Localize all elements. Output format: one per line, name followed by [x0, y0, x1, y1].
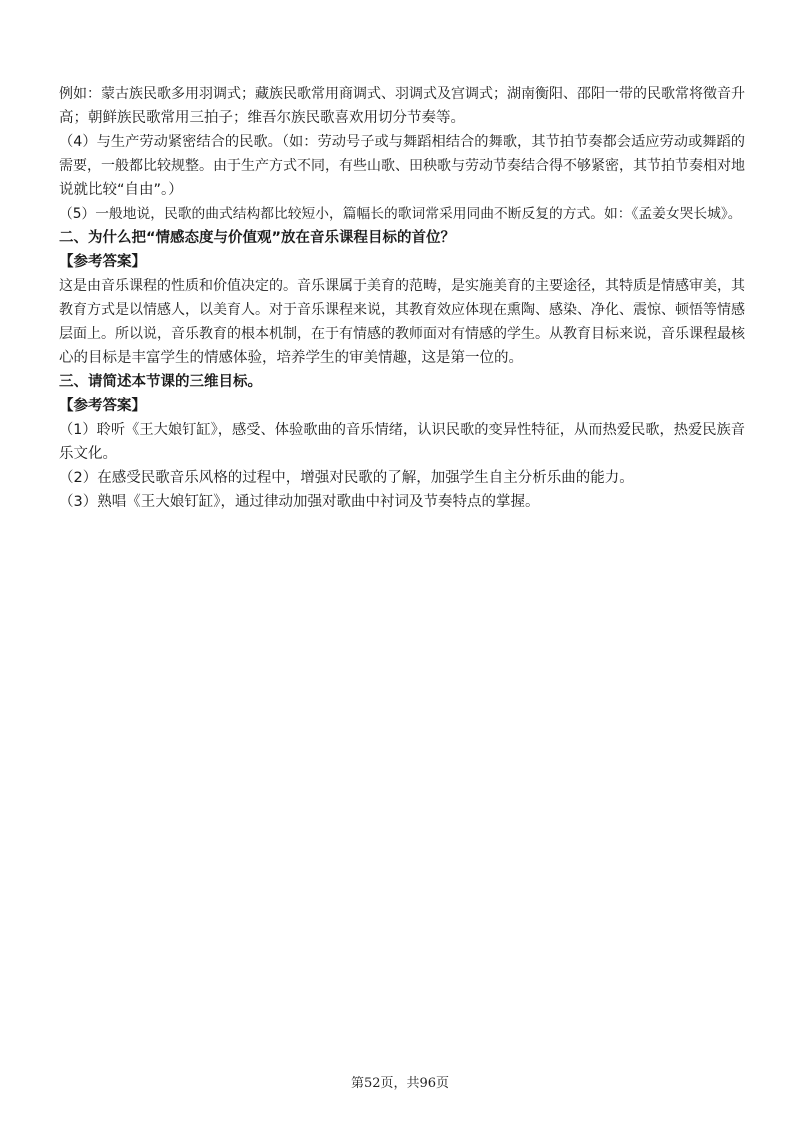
- text-line: 层面上。所以说，音乐教育的根本机制，在于有情感的教师面对有情感的学生。从教育目标来说，音乐课程最核: [59, 326, 745, 342]
- text-line: 教育方式是以情感人，以美育人。对于音乐课程来说，其教育效应体现在熏陶、感染、净化、震惊、顿悟等情感: [59, 302, 745, 318]
- text-line: 例如：蒙古族民歌多用羽调式；藏族民歌常用商调式、羽调式及宫调式；湖南衡阳、邵阳一带的民歌常将徵音升: [59, 86, 745, 102]
- text-line: （2）在感受民歌音乐风格的过程中，增强对民歌的了解，加强学生自主分析乐曲的能力。: [59, 470, 634, 486]
- document-body: [59, 82, 749, 514]
- text-line: 需要，一般都比较规整。由于生产方式不同，有些山歌、田秧歌与劳动节奏结合得不够紧密，其节拍节奏相对地: [59, 158, 745, 174]
- text-line: 说就比较“自由”。）: [59, 182, 183, 198]
- section-heading: 【参考答案】: [59, 254, 146, 270]
- section-heading: 三、请简述本节课的三维目标。: [59, 374, 262, 390]
- text-line: 这是由音乐课程的性质和价值决定的。音乐课属于美育的范畴，是实施美育的主要途径，其特质是情感审美，其: [59, 278, 745, 294]
- text-line: （3）熟唱《王大娘钉缸》，通过律动加强对歌曲中衬词及节奏特点的掌握。: [59, 494, 540, 510]
- text-line: （5）一般地说，民歌的曲式结构都比较短小，篇幅长的歌词常采用同曲不断反复的方式。如：《孟姜女哭长城》。: [59, 206, 742, 222]
- text-line: 心的目标是丰富学生的情感体验，培养学生的审美情趣，这是第一位的。: [59, 350, 523, 366]
- text-line: （4）与生产劳动紧密结合的民歌。（如：劳动号子或与舞蹈相结合的舞歌，其节拍节奏都会适应劳动或舞蹈的: [59, 134, 745, 150]
- page-footer: 第52页，共96页: [350, 1076, 450, 1091]
- text-line: （1）聆听《王大娘钉缸》，感受、体验歌曲的音乐情绪，认识民歌的变异性特征，从而热爱民歌，热爱民族音: [59, 422, 745, 438]
- text-line: 乐文化。: [59, 446, 117, 462]
- section-heading: 二、为什么把“情感态度与价值观”放在音乐课程目标的首位？: [59, 230, 456, 246]
- text-line: 高；朝鲜族民歌常用三拍子；维吾尔族民歌喜欢用切分节奏等。: [59, 110, 465, 126]
- section-heading: 【参考答案】: [59, 398, 146, 414]
